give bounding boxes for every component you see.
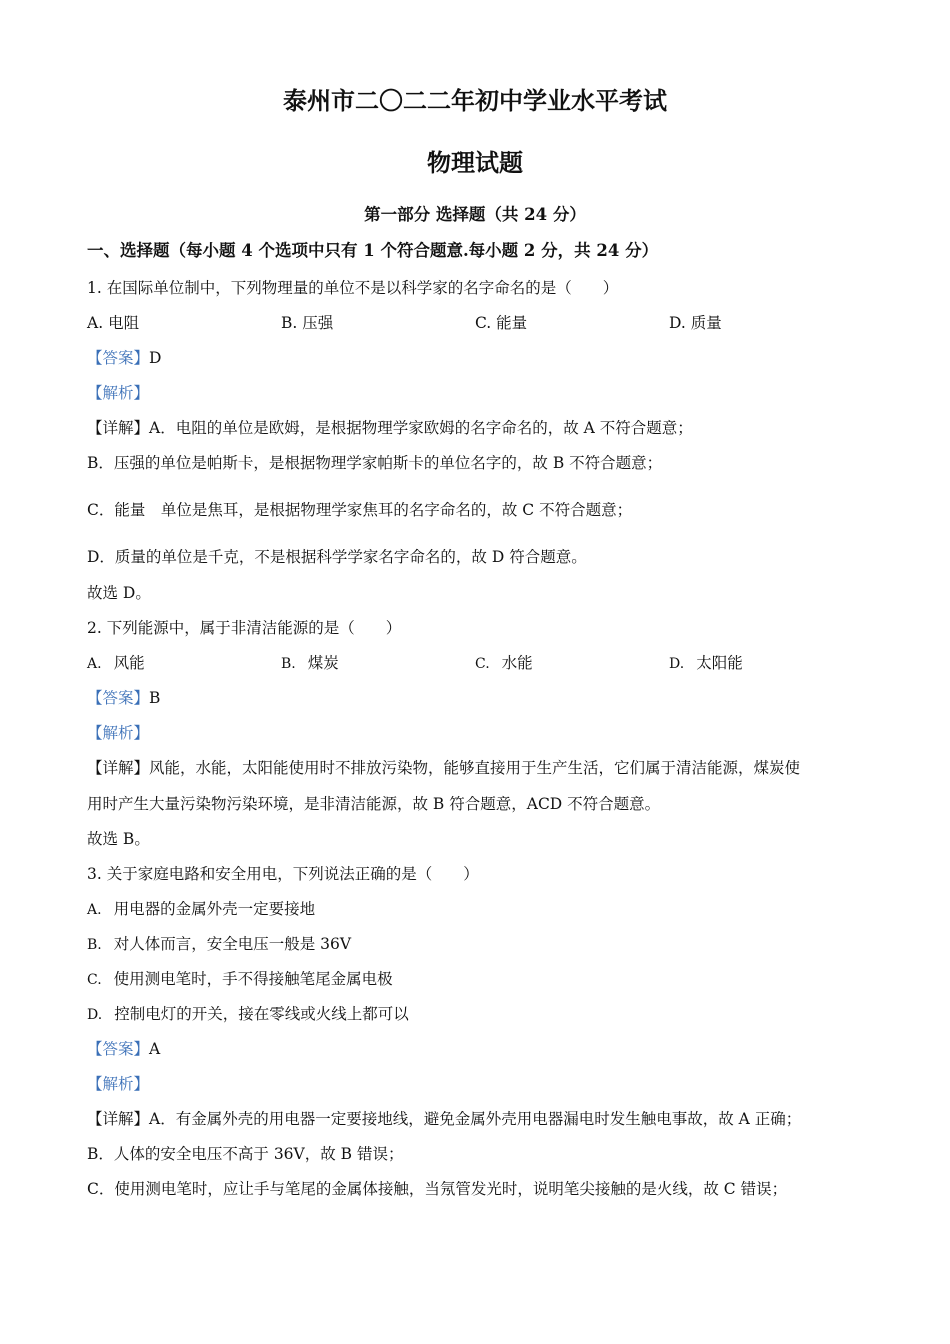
q3-detail-c: C．使用测电笔时，应让手与笔尾的金属体接触，当氖管发光时，说明笔尖接触的是火线，故 C 错误；: [87, 1180, 788, 1198]
q3-answer: 【答案】A: [87, 1040, 161, 1058]
q2-option-b: B. 煤炭: [281, 654, 339, 672]
q1-detail-b: B．压强的单位是帕斯卡，是根据物理学家帕斯卡的单位名字的，故 B 不符合题意；: [87, 454, 663, 472]
q1-option-b: B. 压强: [281, 314, 334, 332]
exam-subtitle: 物理试题: [427, 148, 523, 177]
q2-conclusion: 故选 B。: [87, 830, 150, 848]
q1-conclusion: 故选 D。: [87, 584, 151, 602]
question-3-stem: 3. 关于家庭电路和安全用电，下列说法正确的是（ ）: [87, 865, 479, 883]
q1-detail-a: 【详解】A．电阻的单位是欧姆，是根据物理学家欧姆的名字命名的，故 A 不符合题意；: [87, 419, 693, 437]
q2-analysis-tag: 【解析】: [87, 724, 150, 742]
q3-option-d: D. 控制电灯的开关，接在零线或火线上都可以: [87, 1005, 409, 1023]
q3-detail-b: B．人体的安全电压不高于 36V，故 B 错误；: [87, 1145, 404, 1163]
q1-option-d: D. 质量: [669, 314, 722, 332]
q1-option-a: A. 电阻: [87, 314, 140, 332]
q1-detail-c: C．能量 单位是焦耳，是根据物理学家焦耳的名字命名的，故 C 不符合题意；: [87, 501, 633, 519]
q1-detail-d: D．质量的单位是千克，不是根据科学学家名字命名的，故 D 符合题意。: [87, 548, 587, 566]
q1-analysis-tag: 【解析】: [87, 384, 150, 402]
q3-option-a: A. 用电器的金属外壳一定要接地: [87, 900, 316, 918]
part-heading: 第一部分 选择题（共 24 分）: [364, 205, 586, 224]
q3-option-c: C. 使用测电笔时，手不得接触笔尾金属电极: [87, 970, 393, 988]
section-heading: 一、选择题（每小题 4 个选项中只有 1 个符合题意.每小题 2 分，共 24 分）: [87, 241, 659, 260]
question-1-stem: 1. 在国际单位制中，下列物理量的单位不是以科学家的名字命名的是（ ）: [87, 279, 619, 297]
exam-title: 泰州市二〇二二年初中学业水平考试: [283, 86, 667, 115]
q3-analysis-tag: 【解析】: [87, 1075, 150, 1093]
question-2-stem: 2. 下列能源中，属于非清洁能源的是（ ）: [87, 619, 402, 637]
q1-answer: 【答案】D: [87, 349, 162, 367]
q2-option-d: D. 太阳能: [669, 654, 743, 672]
q2-answer: 【答案】B: [87, 689, 161, 707]
q2-option-a: A. 风能: [87, 654, 145, 672]
q3-detail-a: 【详解】A．有金属外壳的用电器一定要接地线，避免金属外壳用电器漏电时发生触电事故，故 A 正确；: [87, 1110, 802, 1128]
q3-option-b: B. 对人体而言，安全电压一般是 36V: [87, 935, 352, 953]
q2-detail-line-1: 【详解】风能，水能，太阳能使用时不排放污染物，能够直接用于生产生活，它们属于清洁能源，煤炭使: [87, 759, 801, 777]
q2-detail-line-2: 用时产生大量污染物污染环境，是非清洁能源，故 B 符合题意，ACD 不符合题意。: [87, 795, 661, 813]
q2-option-c: C. 水能: [475, 654, 533, 672]
q1-option-c: C. 能量: [475, 314, 528, 332]
